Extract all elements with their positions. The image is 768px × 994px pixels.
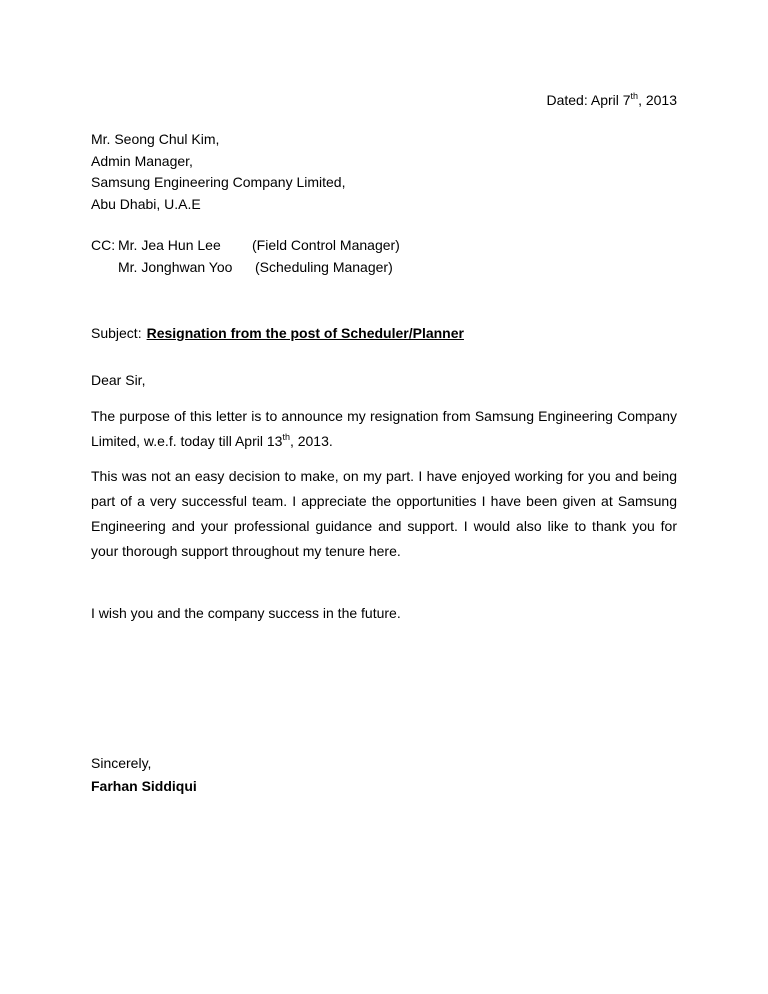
paragraph-1-text: The purpose of this letter is to announce my resignation from Samsung Engineering Company Limited, w.e.f. today till April 13 [91,408,677,449]
subject-label: Subject: [91,325,142,341]
paragraph-1-year: , 2013. [289,433,333,449]
paragraph-1-ordinal: th [282,432,290,442]
cc-name: Mr. Jonghwan Yoo [118,258,233,275]
sign-off: Sincerely, [91,755,152,771]
subject-value: Resignation from the post of Scheduler/Planner [146,325,464,341]
date-ordinal: th [630,91,639,101]
cc-role: (Scheduling Manager) [255,258,393,275]
cc-entry [91,235,677,257]
recipient-address [91,129,677,215]
body-paragraph-3: I wish you and the company success in the future. [91,605,401,621]
subject-line [91,323,677,343]
body-paragraph-1 [91,404,677,454]
cc-label: CC: [91,237,116,253]
cc-list [91,235,677,278]
date-year: , 2013 [638,92,677,108]
cc-entry [91,257,677,279]
recipient-company: Samsung Engineering Company Limited, [91,174,346,190]
cc-role: (Field Control Manager) [252,237,400,253]
date-prefix: Dated: April 7 [546,92,631,108]
letter-date [546,90,677,110]
recipient-title: Admin Manager, [91,152,193,169]
salutation: Dear Sir, [91,372,146,388]
body-paragraph-2: This was not an easy decision to make, on my part. I have enjoyed working for you and being part of a very successful team. I appreciate the opportunities I have been given at Samsung Engineering and your professional guidance and support. I would also like to thank you for your thorough support throughout my tenure here. [91,468,677,559]
recipient-location: Abu Dhabi, U.A.E [91,195,201,212]
cc-name: Mr. Jea Hun Lee [118,237,221,253]
sender-name: Farhan Siddiqui [91,778,197,794]
recipient-name: Mr. Seong Chul Kim, [91,131,220,147]
closing [91,752,677,798]
